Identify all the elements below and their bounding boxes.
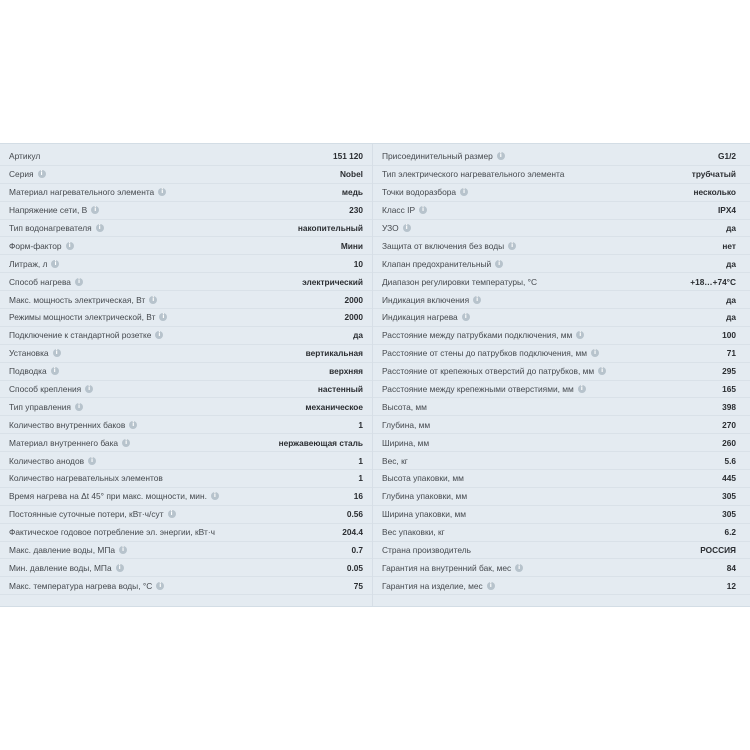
info-icon[interactable]: i — [159, 313, 167, 321]
spec-row — [373, 416, 750, 434]
spec-value: 1 — [358, 473, 363, 484]
spec-value: 230 — [349, 205, 363, 216]
spec-row — [373, 345, 750, 363]
spec-row — [373, 559, 750, 577]
spec-label — [9, 330, 163, 340]
spec-label — [9, 545, 127, 555]
specs-column-right — [373, 148, 750, 595]
spec-label — [9, 205, 99, 215]
spec-value: Мини — [340, 240, 363, 251]
spec-label — [9, 151, 40, 161]
spec-row — [373, 255, 750, 273]
spec-row — [373, 577, 750, 595]
spec-label-text: Материал нагревательного элемента — [9, 187, 155, 198]
spec-value: электрический — [302, 276, 363, 287]
spec-label-text: Мин. давление воды, МПа — [9, 562, 112, 573]
spec-label-text: Форм-фактор — [9, 240, 62, 251]
info-icon[interactable]: i — [462, 313, 470, 321]
info-icon[interactable]: i — [403, 224, 411, 232]
info-icon[interactable]: i — [116, 564, 124, 572]
info-icon[interactable]: i — [508, 242, 516, 250]
spec-row — [0, 542, 372, 560]
spec-label-text: Постоянные суточные потери, кВт·ч/сут — [9, 509, 164, 520]
spec-label-text: Тип электрического нагревательного элемента — [382, 169, 565, 180]
spec-label — [9, 384, 93, 394]
spec-value: да — [726, 294, 736, 305]
spec-label-text: Глубина упаковки, мм — [382, 491, 468, 502]
spec-value: верхняя — [329, 366, 363, 377]
info-icon[interactable]: i — [75, 278, 83, 286]
spec-value: 100 — [722, 330, 736, 341]
spec-row — [0, 452, 372, 470]
spec-row — [0, 202, 372, 220]
spec-label-text: Напряжение сети, В — [9, 205, 88, 216]
info-icon[interactable]: i — [497, 152, 505, 160]
spec-value: G1/2 — [718, 151, 736, 162]
spec-label — [382, 509, 466, 519]
info-icon[interactable]: i — [88, 457, 96, 465]
spec-label — [9, 473, 163, 483]
info-icon[interactable]: i — [38, 170, 46, 178]
spec-label-text: Индикация включения — [382, 294, 470, 305]
spec-value: медь — [341, 187, 363, 198]
spec-label-text: Подводка — [9, 366, 47, 377]
spec-row — [373, 488, 750, 506]
spec-label-text: Тип водонагревателя — [9, 223, 92, 233]
spec-label-text: Литраж, л — [9, 258, 48, 269]
spec-value: 151 120 — [333, 151, 363, 162]
spec-row — [0, 291, 372, 309]
spec-value: 305 — [722, 491, 736, 502]
spec-row — [373, 470, 750, 488]
info-icon[interactable]: i — [122, 439, 130, 447]
spec-label — [382, 384, 586, 394]
spec-label-text: Гарантия на внутренний бак, мес — [382, 562, 512, 573]
spec-row — [0, 345, 372, 363]
spec-row — [0, 237, 372, 255]
spec-value: 305 — [722, 509, 736, 520]
spec-label — [382, 187, 468, 197]
spec-label — [382, 330, 584, 340]
spec-label-text: Ширина упаковки, мм — [382, 509, 467, 520]
spec-label-text: Артикул — [9, 151, 41, 162]
info-icon[interactable]: i — [576, 331, 584, 339]
spec-row — [0, 309, 372, 327]
spec-label-text: Количество внутренних баков — [9, 419, 126, 430]
spec-label — [9, 563, 124, 573]
info-icon[interactable]: i — [51, 260, 59, 268]
spec-value: накопительный — [297, 223, 363, 233]
spec-label — [382, 151, 505, 161]
spec-row — [0, 255, 372, 273]
spec-row — [0, 381, 372, 399]
spec-row — [373, 452, 750, 470]
spec-label — [382, 366, 606, 376]
spec-value: 0.05 — [346, 562, 363, 573]
spec-label — [9, 491, 219, 501]
spec-value: 260 — [722, 437, 736, 448]
info-icon[interactable]: i — [75, 403, 83, 411]
spec-label — [382, 295, 481, 305]
spec-row — [373, 434, 750, 452]
info-icon[interactable]: i — [578, 385, 586, 393]
spec-label — [382, 491, 467, 501]
spec-label-text: Количество нагревательных элементов — [9, 473, 163, 484]
spec-label — [9, 366, 59, 376]
spec-label-text: Фактическое годовое потребление эл. энергии, кВт·ч — [9, 527, 215, 538]
spec-label — [9, 402, 83, 412]
info-icon[interactable]: i — [149, 296, 157, 304]
spec-value: IPX4 — [718, 205, 736, 216]
spec-value: 0.56 — [346, 509, 363, 520]
spec-label-text: Защита от включения без воды — [382, 240, 505, 251]
spec-label-text: УЗО — [382, 223, 399, 233]
spec-label — [9, 348, 61, 358]
info-icon[interactable]: i — [487, 582, 495, 590]
spec-value: Nobel — [339, 169, 363, 180]
spec-row — [0, 148, 372, 166]
spec-label-text: Режимы мощности электрической, Вт — [9, 312, 156, 323]
spec-label-text: Вес упаковки, кг — [382, 527, 445, 538]
spec-label-text: Подключение к стандартной розетке — [9, 330, 152, 341]
spec-value: 2000 — [344, 312, 363, 323]
spec-row — [373, 309, 750, 327]
spec-label-text: Ширина, мм — [382, 437, 430, 448]
spec-value: 204.4 — [342, 527, 363, 538]
spec-label-text: Количество анодов — [9, 455, 85, 466]
spec-label — [382, 312, 470, 322]
info-icon[interactable]: i — [211, 492, 219, 500]
spec-label-text: Высота, мм — [382, 401, 427, 412]
spec-label — [382, 563, 523, 573]
spec-label-text: Установка — [9, 348, 49, 359]
spec-row — [373, 542, 750, 560]
spec-label-text: Макс. давление воды, МПа — [9, 545, 116, 556]
spec-value: 1 — [358, 419, 363, 430]
spec-row — [0, 470, 372, 488]
spec-label — [9, 438, 130, 448]
spec-label-text: Клапан предохранительный — [382, 258, 492, 269]
spec-label — [382, 456, 408, 466]
spec-row — [373, 148, 750, 166]
spec-value: вертикальная — [305, 348, 363, 359]
spec-row — [373, 327, 750, 345]
spec-label — [382, 545, 471, 555]
spec-value: 1 — [358, 455, 363, 466]
spec-row — [0, 166, 372, 184]
spec-label — [382, 348, 599, 358]
spec-value: 295 — [722, 366, 736, 377]
info-icon[interactable]: i — [598, 367, 606, 375]
spec-label — [382, 205, 427, 215]
spec-value: 270 — [722, 419, 736, 430]
info-icon[interactable]: i — [129, 421, 137, 429]
spec-value: да — [726, 258, 736, 269]
info-icon[interactable]: i — [419, 206, 427, 214]
spec-value: трубчатый — [691, 169, 736, 180]
spec-row — [0, 184, 372, 202]
spec-row — [373, 220, 750, 238]
info-icon[interactable]: i — [155, 331, 163, 339]
spec-value: 398 — [722, 401, 736, 412]
spec-row — [373, 184, 750, 202]
spec-label-text: Серия — [9, 169, 34, 180]
spec-label — [382, 169, 564, 179]
spec-label-text: Расстояние от крепежных отверстий до патрубков, мм — [382, 366, 595, 377]
spec-label — [382, 581, 495, 591]
spec-value: 75 — [353, 580, 363, 591]
spec-label-text: Класс IP — [382, 205, 416, 216]
spec-row — [373, 237, 750, 255]
info-icon[interactable]: i — [53, 349, 61, 357]
spec-value: 16 — [353, 491, 363, 502]
info-icon[interactable]: i — [495, 260, 503, 268]
spec-label-text: Глубина, мм — [382, 419, 431, 430]
info-icon[interactable]: i — [66, 242, 74, 250]
spec-value: механическое — [305, 401, 363, 412]
spec-label — [9, 223, 104, 233]
info-icon[interactable]: i — [473, 296, 481, 304]
info-icon[interactable]: i — [591, 349, 599, 357]
spec-label-text: Тип управления — [9, 401, 71, 412]
spec-value: 71 — [726, 348, 736, 359]
spec-value: 84 — [726, 562, 736, 573]
spec-row — [373, 363, 750, 381]
info-icon[interactable]: i — [158, 188, 166, 196]
info-icon[interactable]: i — [85, 385, 93, 393]
spec-label — [9, 581, 164, 591]
spec-row — [373, 398, 750, 416]
spec-value: 5.6 — [724, 455, 736, 466]
spec-label — [9, 456, 96, 466]
info-icon[interactable]: i — [119, 546, 127, 554]
spec-value: 10 — [353, 258, 363, 269]
spec-label — [9, 509, 176, 519]
spec-row — [373, 291, 750, 309]
spec-row — [0, 363, 372, 381]
spec-value: настенный — [317, 384, 363, 395]
info-icon[interactable]: i — [168, 510, 176, 518]
spec-label-text: Диапазон регулировки температуры, °С — [382, 276, 538, 287]
spec-label-text: Гарантия на изделие, мес — [382, 580, 483, 591]
spec-value: 445 — [722, 473, 736, 484]
spec-label — [9, 420, 137, 430]
spec-row — [373, 506, 750, 524]
spec-row — [0, 327, 372, 345]
spec-label-text: Макс. мощность электрическая, Вт — [9, 294, 146, 305]
spec-row — [0, 273, 372, 291]
spec-label-text: Страна производитель — [382, 545, 471, 556]
spec-row — [373, 524, 750, 542]
spec-value: 2000 — [344, 294, 363, 305]
spec-value: да — [726, 312, 736, 323]
spec-value: нет — [722, 240, 736, 251]
spec-label — [382, 438, 429, 448]
spec-value: 165 — [722, 384, 736, 395]
spec-label-text: Индикация нагрева — [382, 312, 458, 323]
spec-row — [0, 506, 372, 524]
spec-label-text: Высота упаковки, мм — [382, 473, 464, 484]
spec-label-text: Точки водоразбора — [382, 187, 457, 198]
info-icon[interactable]: i — [96, 224, 104, 232]
spec-value: 12 — [726, 580, 736, 591]
spec-value: РОССИЯ — [700, 545, 736, 556]
spec-label — [9, 241, 74, 251]
spec-label — [9, 259, 59, 269]
spec-label-text: Присоединительный размер — [382, 151, 493, 162]
spec-value: +18…+74°C — [690, 276, 736, 287]
spec-label — [382, 241, 516, 251]
spec-label-text: Расстояние между крепежными отверстиями, мм — [382, 384, 574, 395]
spec-label — [382, 473, 464, 483]
spec-label — [382, 277, 537, 287]
spec-label-text: Вес, кг — [382, 455, 408, 466]
specs-panel — [0, 143, 750, 607]
spec-value: да — [726, 223, 736, 233]
spec-row — [373, 273, 750, 291]
spec-label — [382, 259, 503, 269]
spec-row — [0, 559, 372, 577]
info-icon[interactable]: i — [51, 367, 59, 375]
spec-row — [0, 524, 372, 542]
spec-row — [0, 220, 372, 238]
spec-label-text: Материал внутреннего бака — [9, 437, 119, 448]
spec-label — [9, 187, 166, 197]
spec-label — [9, 527, 215, 537]
spec-label-text: Расстояние между патрубками подключения, мм — [382, 330, 573, 341]
spec-row — [0, 434, 372, 452]
spec-row — [0, 488, 372, 506]
info-icon[interactable]: i — [515, 564, 523, 572]
info-icon[interactable]: i — [460, 188, 468, 196]
spec-row — [0, 577, 372, 595]
spec-value: несколько — [693, 187, 736, 198]
info-icon[interactable]: i — [91, 206, 99, 214]
spec-label — [9, 312, 167, 322]
spec-label-text: Макс. температура нагрева воды, °С — [9, 580, 153, 591]
spec-value: нержавеющая сталь — [278, 437, 363, 448]
spec-label-text: Расстояние от стены до патрубков подключения, мм — [382, 348, 587, 359]
spec-value: 0.7 — [351, 545, 363, 556]
spec-row — [0, 398, 372, 416]
spec-row — [373, 202, 750, 220]
spec-label — [9, 277, 83, 287]
specs-column-left — [0, 148, 372, 595]
spec-row — [0, 416, 372, 434]
spec-label — [382, 420, 430, 430]
spec-label — [382, 402, 427, 412]
spec-label-text: Время нагрева на Δt 45° при макс. мощности, мин. — [9, 491, 207, 502]
spec-label-text: Способ нагрева — [9, 276, 71, 287]
info-icon[interactable]: i — [156, 582, 164, 590]
spec-label — [382, 223, 411, 233]
spec-label — [9, 295, 157, 305]
spec-row — [373, 166, 750, 184]
spec-label-text: Способ крепления — [9, 384, 82, 395]
spec-value: да — [353, 330, 363, 341]
spec-label — [9, 169, 46, 179]
spec-row — [373, 381, 750, 399]
spec-value: 6.2 — [724, 527, 736, 538]
spec-label — [382, 527, 445, 537]
